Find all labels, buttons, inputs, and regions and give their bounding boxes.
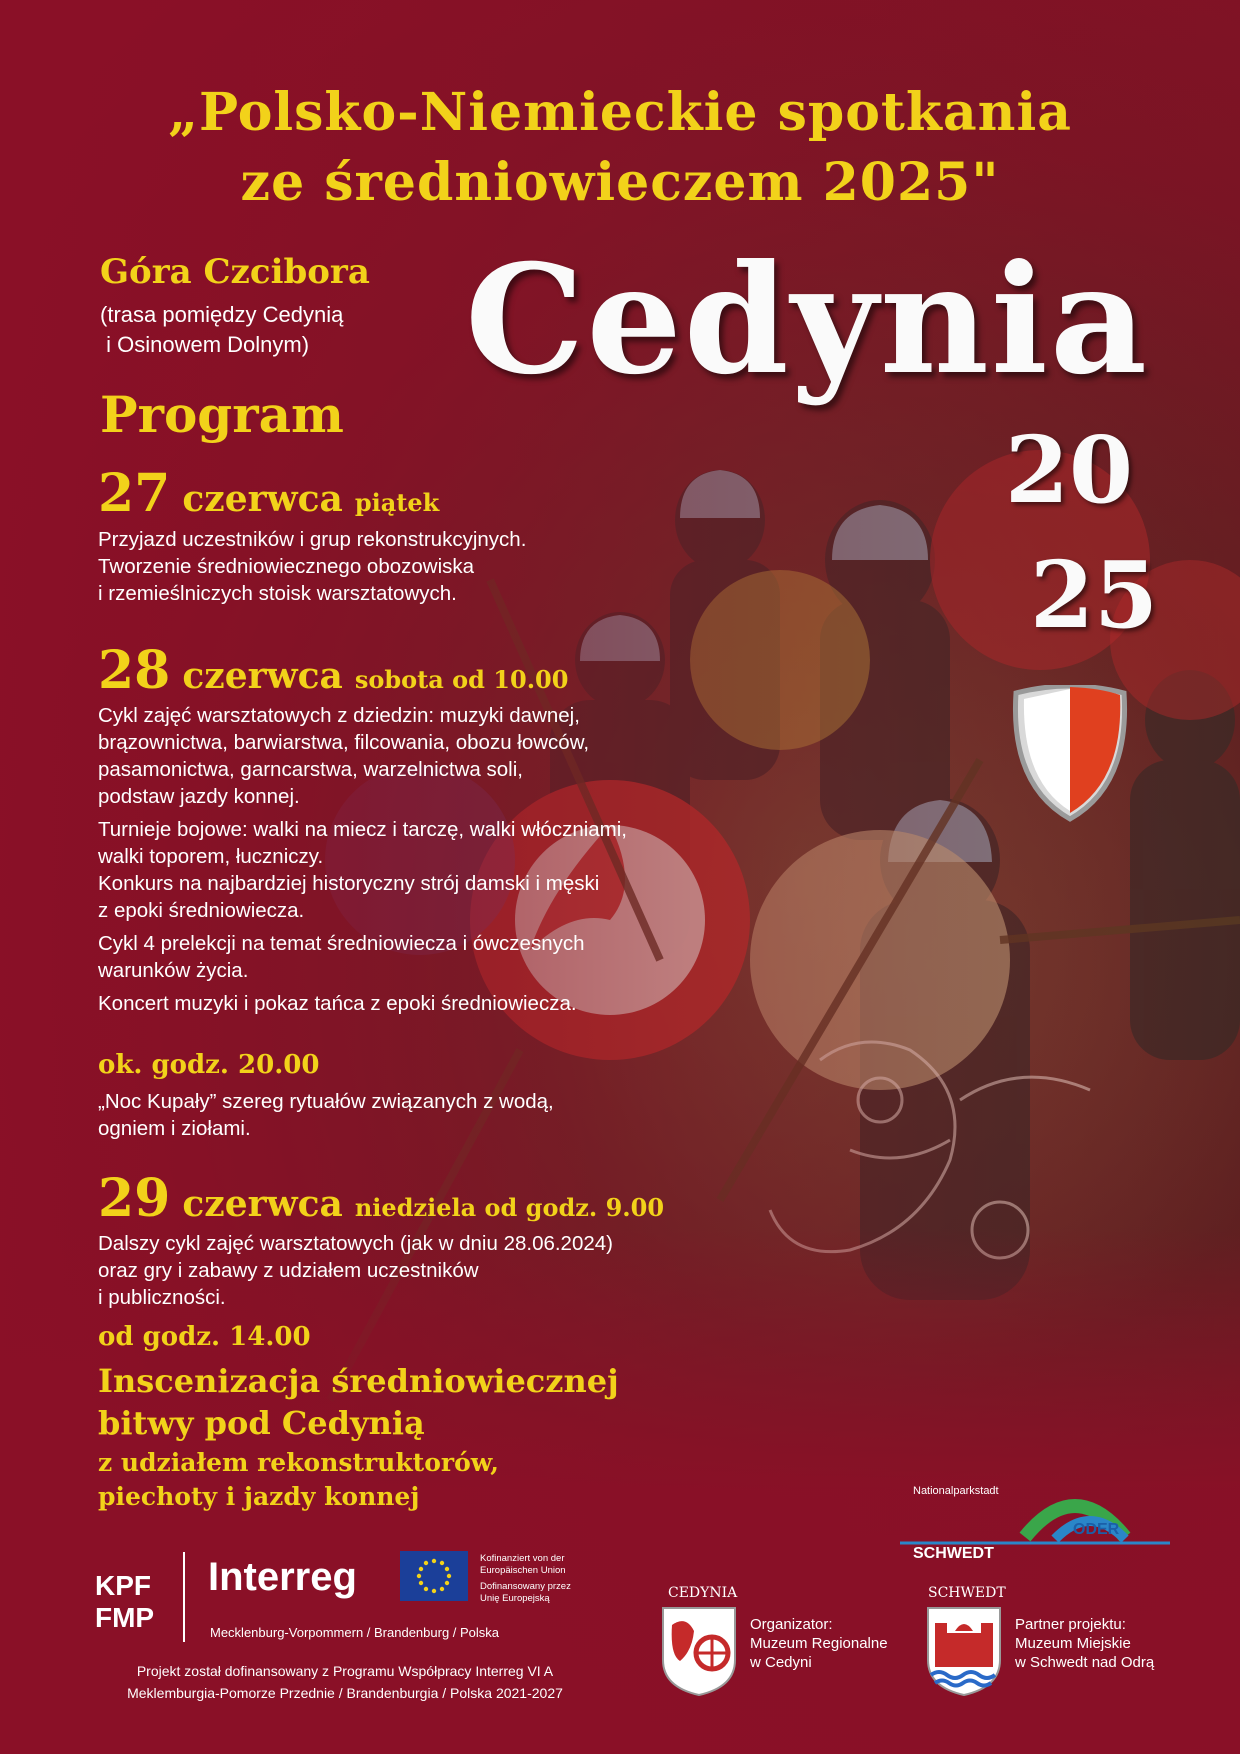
- day-27-description: [98, 526, 658, 607]
- day-number: 27: [98, 463, 171, 524]
- text-line: Dalszy cykl zajęć warsztatowych (jak w dniu 28.06.2024): [98, 1232, 613, 1255]
- text-line: oraz gry i zabawy z udziałem uczestników: [98, 1259, 479, 1282]
- day-month: czerwca: [182, 655, 343, 697]
- evening-time: ok. godz. 20.00: [98, 1050, 320, 1080]
- kpf-line: KPF: [95, 1570, 151, 1601]
- finale-line: bitwy pod Cedynią: [98, 1404, 425, 1442]
- day-29-description: [98, 1230, 698, 1311]
- schwedt-oder-logo: [895, 1485, 1175, 1565]
- text-line: Cykl 4 prelekcji na temat średniowiecza i ówczesnych: [98, 932, 585, 955]
- concert-block: [98, 990, 698, 1017]
- poster-title-line2: ze średniowieczem 2025": [240, 152, 1000, 213]
- day-27-heading: [98, 463, 439, 524]
- text-line: walki toporem, łuczniczy.: [98, 845, 324, 868]
- eu-line: Europäischen Union: [480, 1565, 566, 1576]
- battle-reenactment-subtitle: [98, 1446, 698, 1514]
- brand-year-part2: 25: [1030, 541, 1159, 649]
- text-line: warunków życia.: [98, 959, 249, 982]
- oder-label: ODER: [1073, 1521, 1120, 1538]
- day-month: czerwca: [182, 1183, 343, 1225]
- text-line: ogniem i ziołami.: [98, 1117, 251, 1140]
- schwedt-caption: SCHWEDT: [928, 1585, 1006, 1601]
- location-name: Góra Czcibora: [100, 252, 370, 292]
- day-29-heading: [98, 1168, 664, 1229]
- workshops-block: [98, 702, 698, 810]
- day-weekday: sobota od 10.00: [354, 665, 569, 694]
- partner-line: w Schwedt nad Odrą: [1015, 1654, 1155, 1671]
- text-line: Przyjazd uczestników i grup rekonstrukcyjnych.: [98, 528, 527, 551]
- text-line: Koncert muzyki i pokaz tańca z epoki średniowiecza.: [98, 992, 577, 1015]
- brand-cedynia: Cedynia: [465, 232, 1150, 408]
- eu-line: Kofinanziert von der: [480, 1553, 565, 1564]
- text-line: Cykl zajęć warsztatowych z dziedzin: muzyki dawnej,: [98, 704, 580, 727]
- day-number: 28: [98, 640, 171, 701]
- organizer-line: w Cedyni: [750, 1654, 812, 1671]
- interreg-logo: Interreg: [208, 1555, 357, 1599]
- battle-reenactment-title: [98, 1360, 698, 1444]
- funding-note: [85, 1660, 605, 1704]
- fmp-line: FMP: [95, 1602, 155, 1633]
- eu-flag-icon: [400, 1551, 468, 1601]
- np-label: Nationalparkstadt: [913, 1485, 999, 1497]
- tournaments-block: [98, 816, 698, 924]
- day-28-heading: [98, 640, 568, 701]
- text-line: „Noc Kupały” szereg rytuałów związanych z wodą,: [98, 1090, 554, 1113]
- organizer-line: Muzeum Regionalne: [750, 1635, 888, 1652]
- shield-icon: [1010, 685, 1130, 825]
- text-line: i publiczności.: [98, 1286, 226, 1309]
- day-weekday: piątek: [354, 488, 440, 517]
- organizer-line: Organizator:: [750, 1616, 833, 1633]
- text-line: z epoki średniowiecza.: [98, 899, 305, 922]
- text-line: Tworzenie średniowiecznego obozowiska: [98, 555, 475, 578]
- funding-line: Meklemburgia-Pomorze Przednie / Brandenburgia / Polska 2021-2027: [127, 1685, 563, 1701]
- program-heading: Program: [100, 385, 344, 444]
- lectures-block: [98, 930, 698, 984]
- text-line: Konkurs na najbardziej historyczny strój damski i męski: [98, 872, 600, 895]
- route-line2: i Osinowem Dolnym): [100, 332, 310, 357]
- organizer-info: [750, 1615, 888, 1672]
- kpf-fmp-logo: [95, 1570, 154, 1634]
- day-28-description: [98, 702, 698, 1017]
- text-line: brązownictwa, barwiarstwa, filcowania, obozu łowców,: [98, 731, 590, 754]
- cedynia-coat-of-arms-icon: [660, 1605, 738, 1697]
- partner-line: Partner projektu:: [1015, 1616, 1126, 1633]
- eu-line: Unię Europejską: [480, 1593, 550, 1604]
- finale-sub-line: piechoty i jazdy konnej: [98, 1482, 420, 1511]
- schwedt-coat-of-arms-icon: [925, 1605, 1003, 1697]
- cedynia-caption: CEDYNIA: [668, 1585, 738, 1601]
- afternoon-time: od godz. 14.00: [98, 1322, 311, 1352]
- day-weekday: niedziela od godz. 9.00: [354, 1193, 665, 1222]
- text-line: Turnieje bojowe: walki na miecz i tarczę, walki włóczniami,: [98, 818, 628, 841]
- route-line1: (trasa pomiędzy Cedynią: [100, 302, 344, 327]
- day-number: 29: [98, 1168, 171, 1229]
- day-month: czerwca: [182, 478, 343, 520]
- interreg-region: Mecklenburg-Vorpommern / Brandenburg / Polska: [210, 1625, 500, 1640]
- brand-year-part1: 20: [1005, 416, 1134, 524]
- text-line: i rzemieślniczych stoisk warsztatowych.: [98, 582, 457, 605]
- evening-description: [98, 1088, 658, 1142]
- eu-cofunding-text: [480, 1553, 600, 1605]
- partner-info: [1015, 1615, 1154, 1672]
- funding-line: Projekt został dofinansowany z Programu Współpracy Interreg VI A: [136, 1663, 554, 1679]
- logo-divider: [183, 1552, 185, 1642]
- poster-title-line1: „Polsko-Niemieckie spotkania: [168, 82, 1072, 143]
- finale-line: Inscenizacja średniowiecznej: [98, 1362, 619, 1400]
- finale-sub-line: z udziałem rekonstruktorów,: [98, 1448, 499, 1477]
- schwedt-label: SCHWEDT: [913, 1545, 994, 1562]
- text-line: pasamonictwa, garncarstwa, warzelnictwa soli,: [98, 758, 523, 781]
- text-line: podstaw jazdy konnej.: [98, 785, 300, 808]
- location-route: [100, 300, 400, 360]
- eu-line: Dofinansowany przez: [480, 1581, 571, 1592]
- partner-line: Muzeum Miejskie: [1015, 1635, 1131, 1652]
